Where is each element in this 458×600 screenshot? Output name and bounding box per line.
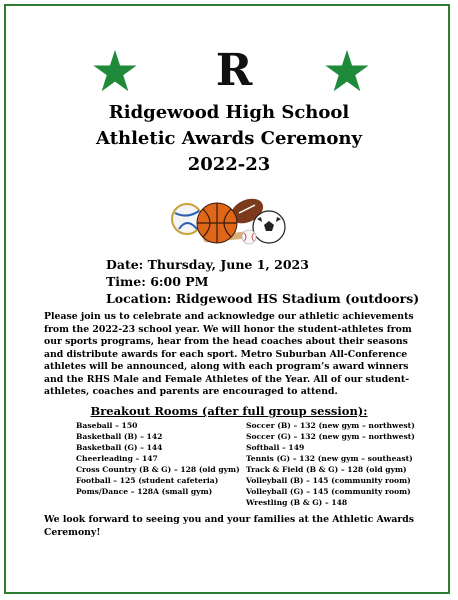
school-logo: R bbox=[215, 45, 253, 96]
list-item: Cheerleading – 147 bbox=[76, 454, 158, 463]
list-item: Volleyball (B) – 145 (community room) bbox=[246, 476, 411, 485]
breakout-list-left bbox=[76, 420, 240, 497]
list-item: Wrestling (B & G) – 148 bbox=[246, 498, 348, 507]
closing-paragraph: We look forward to seeing you and your families at the Athletic Awards Ceremony! bbox=[44, 514, 415, 538]
sports-balls-image bbox=[169, 189, 289, 251]
list-item: Basketball (B) – 142 bbox=[76, 432, 163, 441]
list-item: Cross Country (B & G) – 128 (old gym) bbox=[76, 465, 240, 474]
star-icon bbox=[324, 48, 370, 94]
intro-paragraph: Please join us to celebrate and acknowledge our athletic achievements from the 2022-23 school year. We will honor the student-athletes from our sports programs, hear from the head coaches about their seasons and distribute awards for each sport. Metro Suburban All-Conference athletes will be announced, along with each program’s award winners and the RHS Male and Female Athletes of the Year. All of our student-athletes, coaches and parents are encouraged to attend. bbox=[44, 311, 414, 397]
event-date: Date: Thursday, June 1, 2023 bbox=[106, 257, 309, 272]
list-item: Soccer (B) – 132 (new gym – northwest) bbox=[246, 421, 415, 430]
list-item: Football – 125 (student cafeteria) bbox=[76, 476, 219, 485]
event-time: Time: 6:00 PM bbox=[106, 274, 209, 289]
list-item: Tennis (G) – 132 (new gym – southeast) bbox=[246, 454, 413, 463]
star-icon bbox=[92, 48, 138, 94]
flyer-page bbox=[4, 4, 450, 594]
breakout-rooms-heading: Breakout Rooms (after full group session): bbox=[90, 404, 368, 418]
event-location: Location: Ridgewood HS Stadium (outdoors) bbox=[106, 291, 420, 306]
ceremony-title: Athletic Awards Ceremony bbox=[96, 128, 362, 149]
list-item: Track & Field (B & G) – 128 (old gym) bbox=[246, 465, 407, 474]
list-item: Volleyball (G) – 145 (community room) bbox=[246, 487, 411, 496]
list-item: Basketball (G) – 144 bbox=[76, 443, 163, 452]
school-year: 2022-23 bbox=[187, 154, 271, 175]
list-item: Softball – 149 bbox=[246, 443, 305, 452]
breakout-list-right bbox=[246, 420, 415, 508]
list-item: Poms/Dance – 128A (small gym) bbox=[76, 487, 213, 496]
list-item: Soccer (G) – 132 (new gym – northwest) bbox=[246, 432, 415, 441]
school-name: Ridgewood High School bbox=[108, 102, 350, 123]
list-item: Baseball – 150 bbox=[76, 421, 138, 430]
